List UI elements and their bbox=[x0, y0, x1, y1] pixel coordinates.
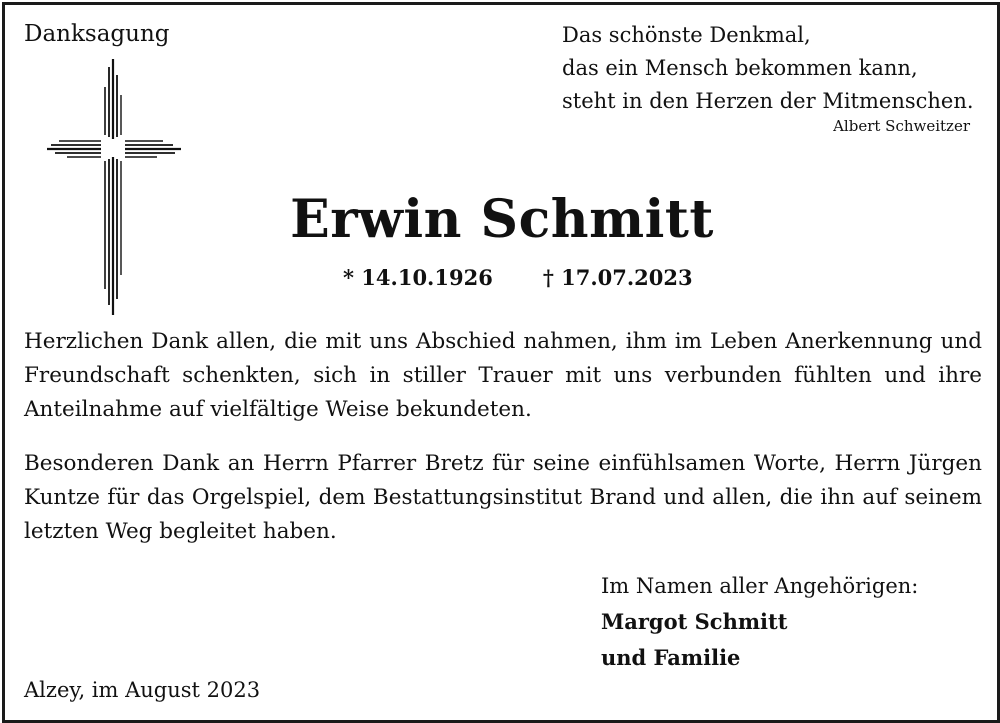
quote-line: steht in den Herzen der Mitmenschen. bbox=[562, 89, 974, 113]
thanks-paragraph: Herzlichen Dank allen, die mit uns Abschied nahmen, ihm im Leben Anerkennung und Freundschaft schenkten, sich in stiller Trauer mit uns verbunden fühlten und ihre Anteilnahme auf vielfältige Weise bekundeten. bbox=[24, 329, 982, 422]
quote bbox=[562, 19, 982, 136]
quote-author: Albert Schweitzer bbox=[833, 117, 970, 135]
heading: Danksagung bbox=[24, 21, 170, 47]
deceased-name: Erwin Schmitt bbox=[290, 189, 714, 250]
birth-date: * 14.10.1926 bbox=[343, 265, 493, 290]
death-date: † 17.07.2023 bbox=[542, 265, 693, 290]
special-thanks-paragraph: Besonderen Dank an Herrn Pfarrer Bretz für seine einfühlsamen Worte, Herrn Jürgen Kuntze für das Orgelspiel, dem Bestattungsinstitut Brand und allen, die ihn auf seinem letzten Weg begleitet haben. bbox=[24, 451, 982, 544]
quote-line: das ein Mensch bekommen kann, bbox=[562, 56, 918, 80]
quote-line: Das schönste Denkmal, bbox=[562, 23, 811, 47]
place-date: Alzey, im August 2023 bbox=[24, 678, 261, 702]
signature-family: und Familie bbox=[601, 645, 741, 670]
signature bbox=[601, 568, 918, 676]
obituary-card bbox=[2, 2, 1000, 723]
life-dates bbox=[343, 263, 693, 293]
signature-name: Margot Schmitt bbox=[601, 609, 788, 634]
signature-intro: Im Namen aller Angehörigen: bbox=[601, 574, 919, 598]
